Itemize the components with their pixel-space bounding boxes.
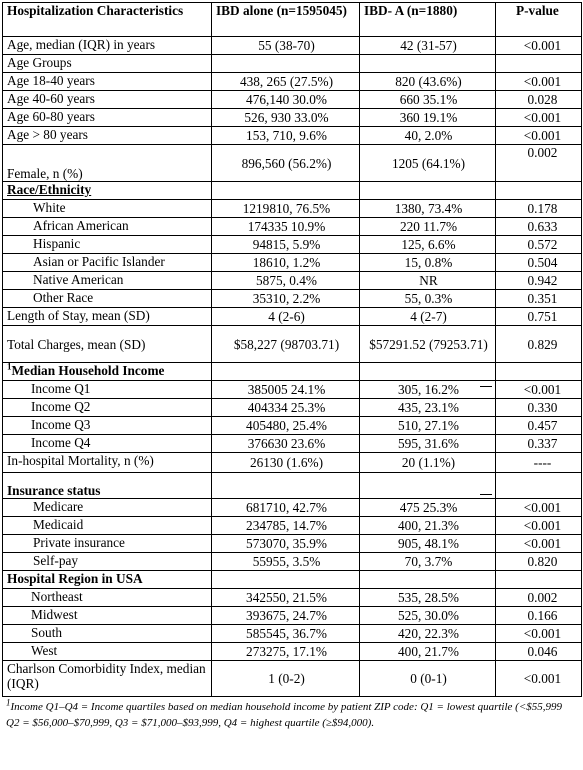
- row-label: Northeast: [3, 589, 212, 607]
- cell-p-value: 0.572: [496, 236, 582, 254]
- table-row: [3, 607, 582, 625]
- header-ibd-a: IBD- A (n=1880): [360, 3, 496, 37]
- cell-ibd-a: 360 19.1%: [360, 109, 496, 127]
- table-row: [3, 517, 582, 535]
- cell-ibd-alone: 18610, 1.2%: [212, 254, 360, 272]
- cell-ibd-alone: $58,227 (98703.71): [212, 326, 360, 363]
- table-row: [3, 308, 582, 326]
- table-row: [3, 535, 582, 553]
- cell-ibd-a: 435, 23.1%: [360, 399, 496, 417]
- row-label: Charlson Comorbidity Index, median (IQR): [3, 661, 212, 697]
- table-row: [3, 37, 582, 55]
- cell-ibd-alone: 26130 (1.6%): [212, 453, 360, 473]
- cell-ibd-a: 660 35.1%: [360, 91, 496, 109]
- section-label-insurance: Insurance status: [3, 473, 212, 499]
- cell-p-value: <0.001: [496, 109, 582, 127]
- cell-ibd-alone: 35310, 2.2%: [212, 290, 360, 308]
- cell-p-value: 0.178: [496, 200, 582, 218]
- row-label: Medicare: [3, 499, 212, 517]
- cell-ibd-a: 1380, 73.4%: [360, 200, 496, 218]
- footnote-marker: 1: [6, 697, 11, 708]
- cell-ibd-alone: 681710, 42.7%: [212, 499, 360, 517]
- cell-ibd-a: 20 (1.1%): [360, 453, 496, 473]
- cell-ibd-alone: 404334 25.3%: [212, 399, 360, 417]
- cell-ibd-alone: 55955, 3.5%: [212, 553, 360, 571]
- cell-p-value: <0.001: [496, 37, 582, 55]
- table-footnote: [2, 697, 581, 731]
- cell-p-value: ----: [496, 453, 582, 473]
- cell-ibd-alone: 405480, 25.4%: [212, 417, 360, 435]
- cell-ibd-alone: 1219810, 76.5%: [212, 200, 360, 218]
- cell-ibd-alone: 393675, 24.7%: [212, 607, 360, 625]
- row-label: Age, median (IQR) in years: [3, 37, 212, 55]
- row-label: Midwest: [3, 607, 212, 625]
- cell-ibd-a: 820 (43.6%): [360, 73, 496, 91]
- section-row: [3, 571, 582, 589]
- row-label: Age 60-80 years: [3, 109, 212, 127]
- dash-mark: [480, 494, 492, 495]
- section-row: [3, 182, 582, 200]
- row-label: Other Race: [3, 290, 212, 308]
- section-label-region: Hospital Region in USA: [3, 571, 212, 589]
- cell-p-value: 0.633: [496, 218, 582, 236]
- cell-p-value: 0.002: [496, 589, 582, 607]
- table-row: [3, 553, 582, 571]
- table-row: [3, 435, 582, 453]
- table-row: [3, 91, 582, 109]
- cell-ibd-a: 1205 (64.1%): [360, 145, 496, 182]
- row-label: Hispanic: [3, 236, 212, 254]
- section-label-race: Race/Ethnicity: [3, 182, 212, 200]
- cell-p-value: 0.829: [496, 326, 582, 363]
- cell-p-value: 0.330: [496, 399, 582, 417]
- row-label: Income Q3: [3, 417, 212, 435]
- row-label: Income Q2: [3, 399, 212, 417]
- cell-ibd-alone: 273275, 17.1%: [212, 643, 360, 661]
- cell-ibd-a: 15, 0.8%: [360, 254, 496, 272]
- row-label: Self-pay: [3, 553, 212, 571]
- cell-ibd-alone: 1 (0-2): [212, 661, 360, 697]
- cell-ibd-a: 40, 2.0%: [360, 127, 496, 145]
- cell-ibd-alone: 55 (38-70): [212, 37, 360, 55]
- table-row: [3, 381, 582, 399]
- table-row: [3, 73, 582, 91]
- table-row: [3, 589, 582, 607]
- cell-p-value: 0.457: [496, 417, 582, 435]
- cell-ibd-alone: 4 (2-6): [212, 308, 360, 326]
- cell-ibd-alone: 234785, 14.7%: [212, 517, 360, 535]
- row-label: Income Q1: [3, 381, 212, 399]
- cell-ibd-a: 535, 28.5%: [360, 589, 496, 607]
- header-characteristics: Hospitalization Characteristics: [3, 3, 212, 37]
- cell-p-value: 0.046: [496, 643, 582, 661]
- row-label: Age 40-60 years: [3, 91, 212, 109]
- cell-ibd-a: 220 11.7%: [360, 218, 496, 236]
- table-row: [3, 272, 582, 290]
- table-header-row: [3, 3, 582, 37]
- row-label: West: [3, 643, 212, 661]
- cell-ibd-alone: 438, 265 (27.5%): [212, 73, 360, 91]
- row-label: White: [3, 200, 212, 218]
- row-label: Age 18-40 years: [3, 73, 212, 91]
- cell-p-value: <0.001: [496, 625, 582, 643]
- cell-p-value: 0.751: [496, 308, 582, 326]
- row-label: Length of Stay, mean (SD): [3, 308, 212, 326]
- cell-ibd-alone: 573070, 35.9%: [212, 535, 360, 553]
- section-row: [3, 363, 582, 381]
- cell-ibd-alone: 153, 710, 9.6%: [212, 127, 360, 145]
- cell-p-value-text: <0.001: [523, 382, 562, 397]
- cell-ibd-alone: 5875, 0.4%: [212, 272, 360, 290]
- row-label: Income Q4: [3, 435, 212, 453]
- cell-ibd-alone: 94815, 5.9%: [212, 236, 360, 254]
- cell-ibd-alone: 385005 24.1%: [212, 381, 360, 399]
- hospitalization-characteristics-table: [2, 2, 582, 697]
- table-row: [3, 661, 582, 697]
- table-row: [3, 236, 582, 254]
- cell-ibd-a: 42 (31-57): [360, 37, 496, 55]
- cell-p-value: 0.820: [496, 553, 582, 571]
- cell-ibd-a: 525, 30.0%: [360, 607, 496, 625]
- row-label: Total Charges, mean (SD): [3, 326, 212, 363]
- cell-ibd-a: 595, 31.6%: [360, 435, 496, 453]
- cell-ibd-alone: 526, 930 33.0%: [212, 109, 360, 127]
- cell-p-value: 0.351: [496, 290, 582, 308]
- cell-ibd-alone: 896,560 (56.2%): [212, 145, 360, 182]
- table-row: [3, 417, 582, 435]
- cell-ibd-a: 70, 3.7%: [360, 553, 496, 571]
- row-label: African American: [3, 218, 212, 236]
- table-row: [3, 643, 582, 661]
- table-row: [3, 290, 582, 308]
- cell-p-value: 0.002: [496, 145, 582, 182]
- cell-p-value: <0.001: [496, 535, 582, 553]
- footnote-marker: 1: [7, 361, 12, 372]
- row-label: Native American: [3, 272, 212, 290]
- cell-ibd-alone: 376630 23.6%: [212, 435, 360, 453]
- cell-p-value: [496, 381, 582, 399]
- cell-ibd-a: NR: [360, 272, 496, 290]
- cell-p-value: <0.001: [496, 127, 582, 145]
- cell-ibd-a: 420, 22.3%: [360, 625, 496, 643]
- cell-ibd-a: $57291.52 (79253.71): [360, 326, 496, 363]
- cell-ibd-alone: 585545, 36.7%: [212, 625, 360, 643]
- cell-ibd-a: 125, 6.6%: [360, 236, 496, 254]
- row-label: South: [3, 625, 212, 643]
- row-label: In-hospital Mortality, n (%): [3, 453, 212, 473]
- cell-p-value: 0.166: [496, 607, 582, 625]
- cell-ibd-alone: 342550, 21.5%: [212, 589, 360, 607]
- cell-ibd-a: 905, 48.1%: [360, 535, 496, 553]
- cell-p-value: 0.028: [496, 91, 582, 109]
- table-row: [3, 499, 582, 517]
- cell-p-value: 0.942: [496, 272, 582, 290]
- dash-mark: [480, 386, 492, 387]
- section-label-age-groups: Age Groups: [3, 55, 212, 73]
- cell-ibd-alone: 476,140 30.0%: [212, 91, 360, 109]
- row-label: Medicaid: [3, 517, 212, 535]
- footnote-text: Income Q1–Q4 = Income quartiles based on median household income by patient ZIP code: Q1 = lowest quartile (<$55,999 Q2 = $56,000–$70,999, Q3 = $71,000–$93,999, Q4 = highest quartile (≥$94,000).: [6, 701, 563, 729]
- table-row: [3, 254, 582, 272]
- section-label-income: [3, 363, 212, 381]
- table-row: [3, 200, 582, 218]
- cell-ibd-a: 510, 27.1%: [360, 417, 496, 435]
- table-row: [3, 326, 582, 363]
- row-label: Female, n (%): [3, 145, 212, 182]
- cell-p-value: <0.001: [496, 73, 582, 91]
- table-row: [3, 453, 582, 473]
- cell-ibd-a: 400, 21.3%: [360, 517, 496, 535]
- row-label: Private insurance: [3, 535, 212, 553]
- cell-p-value-text: <0.001: [523, 500, 562, 515]
- characteristics-table-document: [2, 2, 581, 731]
- cell-p-value: <0.001: [496, 661, 582, 697]
- cell-ibd-a: 0 (0-1): [360, 661, 496, 697]
- row-label: Asian or Pacific Islander: [3, 254, 212, 272]
- cell-p-value: [496, 499, 582, 517]
- cell-ibd-a: 475 25.3%: [360, 499, 496, 517]
- table-row: [3, 625, 582, 643]
- table-row: [3, 399, 582, 417]
- table-row: [3, 127, 582, 145]
- table-row: [3, 145, 582, 182]
- cell-ibd-a: 4 (2-7): [360, 308, 496, 326]
- table-row: [3, 218, 582, 236]
- header-p-value: P-value: [496, 3, 582, 37]
- section-label-text: Median Household Income: [11, 363, 165, 378]
- section-row: [3, 55, 582, 73]
- cell-p-value: 0.504: [496, 254, 582, 272]
- cell-ibd-a: 55, 0.3%: [360, 290, 496, 308]
- header-ibd-alone: IBD alone (n=1595045): [212, 3, 360, 37]
- table-row: [3, 109, 582, 127]
- row-label: Age > 80 years: [3, 127, 212, 145]
- cell-ibd-a: 400, 21.7%: [360, 643, 496, 661]
- cell-p-value: <0.001: [496, 517, 582, 535]
- cell-p-value: 0.337: [496, 435, 582, 453]
- cell-ibd-alone: 174335 10.9%: [212, 218, 360, 236]
- section-row: [3, 473, 582, 499]
- cell-ibd-a: 305, 16.2%: [360, 381, 496, 399]
